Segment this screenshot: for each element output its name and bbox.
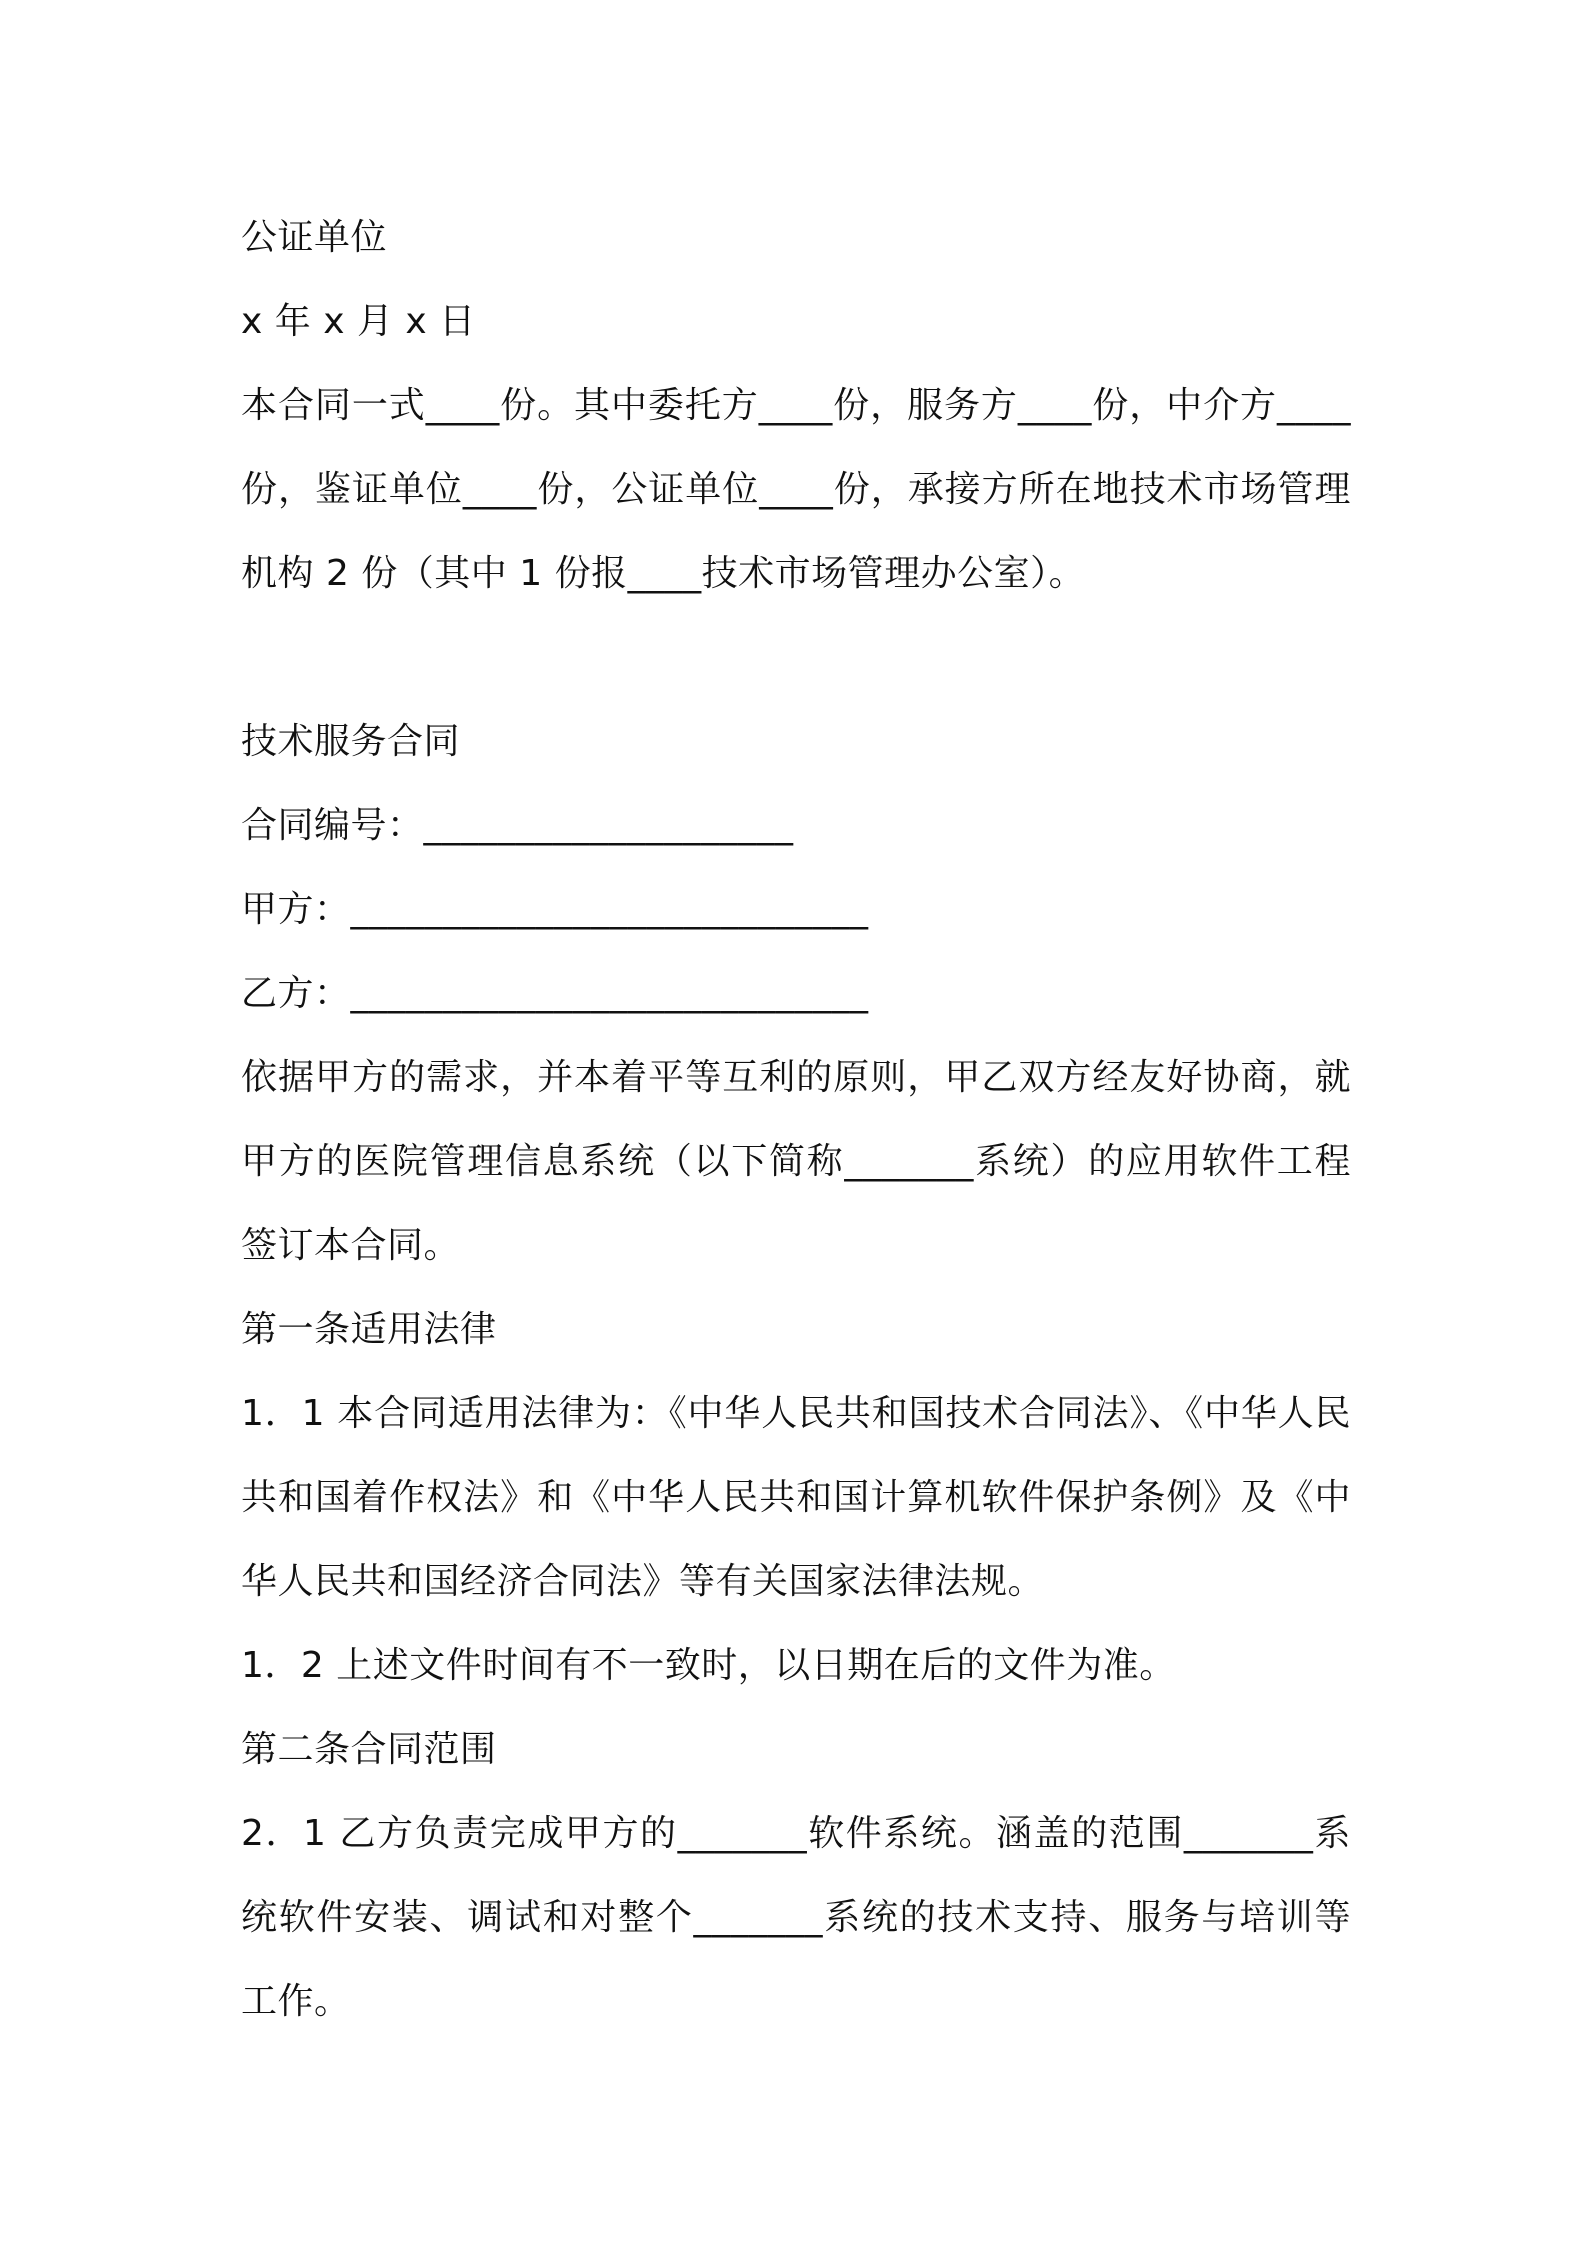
article-1-clause-2: 1．2 上述文件时间有不一致时，以日期在后的文件为准。 xyxy=(241,1645,1176,1686)
document-body xyxy=(241,196,1351,2044)
article-1-clause-1: 1．1 本合同适用法律为：《中华人民共和国技术合同法》、《中华人民共和国着作权法》和《中华人民共和国计算机软件保护条例》及《中华人民共和国经济合同法》等有关国家法律法规。 xyxy=(241,1393,1351,1602)
article-1-heading: 第一条适用法律 xyxy=(241,1309,497,1350)
contract-title: 技术服务合同 xyxy=(241,721,461,762)
section-spacer xyxy=(241,616,1351,700)
notary-date: x 年 x 月 x 日 xyxy=(241,301,476,342)
party-b-line: 乙方：____________________________ xyxy=(241,973,869,1014)
copies-paragraph: 本合同一式____份。其中委托方____份，服务方____份，中介方____份，鉴证单位____份，公证单位____份，承接方所在地技术市场管理机构 2 份（其中 1 份报____技术市场管理办公室）。 xyxy=(241,385,1351,594)
notary-unit-label: 公证单位 xyxy=(241,217,388,258)
article-2-heading: 第二条合同范围 xyxy=(241,1729,497,1770)
article-2-clause-1: 2．1 乙方负责完成甲方的_______软件系统。涵盖的范围_______系统软件安装、调试和对整个_______系统的技术支持、服务与培训等工作。 xyxy=(241,1813,1351,2022)
party-a-line: 甲方：____________________________ xyxy=(241,889,869,930)
intro-paragraph: 依据甲方的需求，并本着平等互利的原则，甲乙双方经友好协商，就甲方的医院管理信息系统（以下简称_______系统）的应用软件工程签订本合同。 xyxy=(241,1057,1351,1266)
contract-number-line: 合同编号：____________________ xyxy=(241,805,794,846)
